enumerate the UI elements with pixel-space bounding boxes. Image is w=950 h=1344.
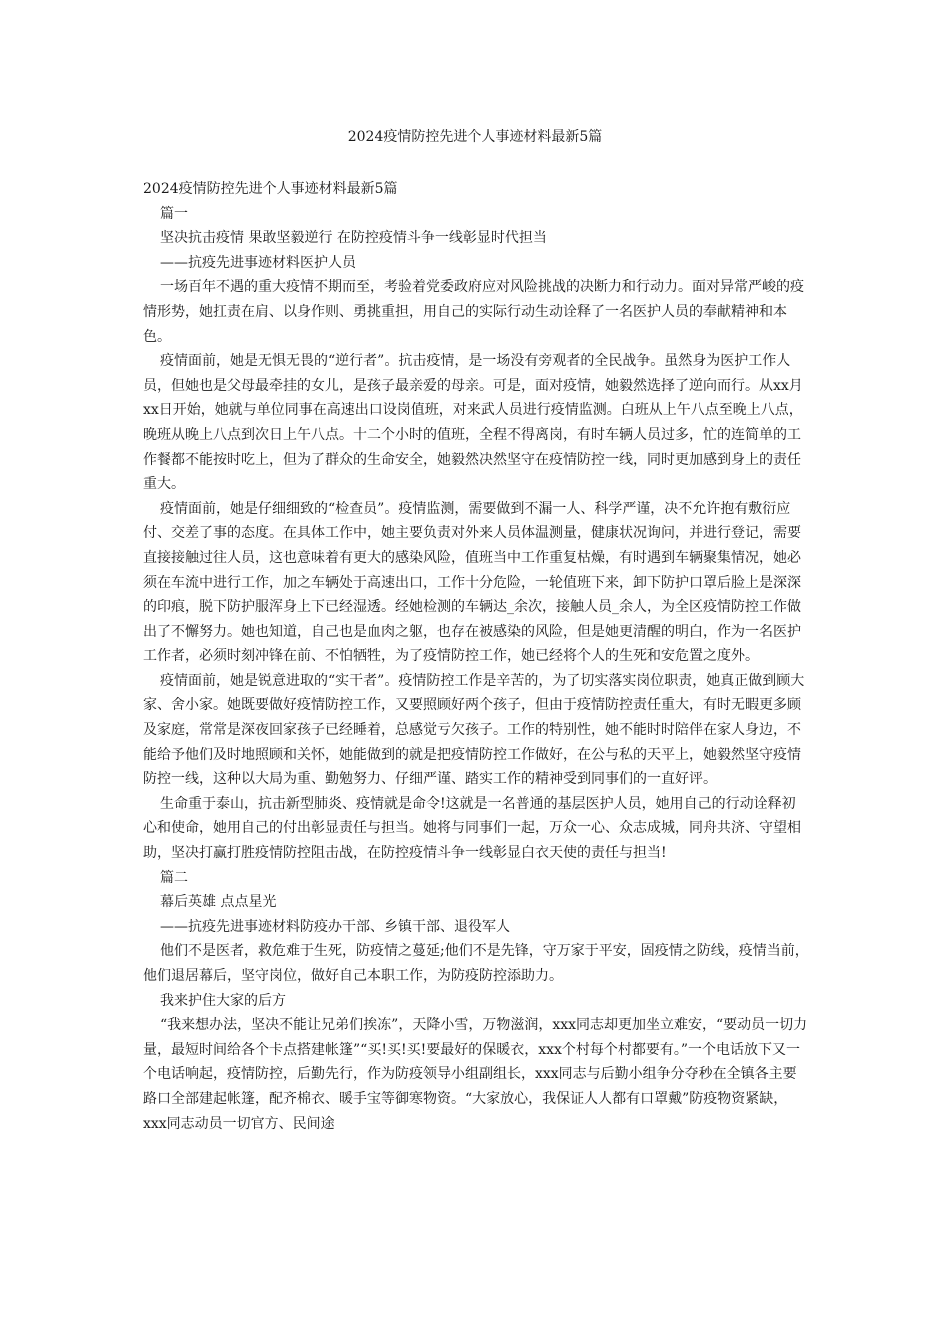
body-paragraph: 疫情面前，她是无惧无畏的“逆行者”。抗击疫情，是一场没有旁观者的全民战争。虽然身为医护工作人员，但她也是父母最牵挂的女儿，是孩子最亲爱的母亲。可是，面对疫情，她毅然选择了逆向而行。从xx月xx日开始，她就与单位同事在高速出口设岗值班，对来武人员进行疫情监测。白班从上午八点至晚上八点，晚班从晚上八点到次日上午八点。十二个小时的值班，全程不得离岗，有时车辆人员过多，忙的连简单的工作餐都不能按时吃上，但为了群众的生命安全，她毅然决然坚守在疫情防控一线，同时更加感到身上的责任重大。 xyxy=(143,353,803,493)
section-heading: 幕后英雄 点点星光 xyxy=(160,894,277,911)
section-label: 篇一 xyxy=(160,205,188,222)
body-paragraph: 疫情面前，她是仔细细致的“检查员”。疫情监测，需要做到不漏一人、科学严谨，决不允许抱有敷衍应付、交差了事的态度。在具体工作中，她主要负责对外来人员体温测量，健康状况询问，并进行登记，需要直接接触过往人员，这也意味着有更大的感染风险，值班当中工作重复枯燥，有时遇到车辆聚集情况，她必须在车流中进行工作，加之车辆处于高速出口，工作十分危险，一轮值班下来，卸下防护口罩后脸上是深深的印痕，脱下防护服浑身上下已经湿透。经她检测的车辆达_余次，接触人员_余人，为全区疫情防控工作做出了不懈努力。她也知道，自己也是血肉之躯，也存在被感染的风险，但是她更清醒的明白，作为一名医护工作者，必须时刻冲锋在前、不怕牺牲，为了疫情防控工作，她已经将个人的生死和安危置之度外。 xyxy=(143,500,801,665)
body-paragraph: 他们不是医者，救危难于生死，防疫情之蔓延;他们不是先锋，守万家于平安，固疫情之防线，疫情当前，他们退居幕后，坚守岗位，做好自己本职工作，为防疫防控添助力。 xyxy=(143,943,809,984)
section-heading: 坚决抗击疫情 果敢坚毅逆行 在防控疫情斗争一线彰显时代担当 xyxy=(160,230,547,247)
document-body xyxy=(143,177,809,1136)
body-subheading: 我来护住大家的后方 xyxy=(160,992,286,1009)
body-paragraph: 生命重于泰山，抗击新型肺炎、疫情就是命令!这就是一名普通的基层医护人员，她用自己的行动诠释初心和使命，她用自己的付出彰显责任与担当。她将与同事们一起，万众一心、众志成城，同舟共济、守望相助，坚决打赢打胜疫情防控阻击战，在防控疫情斗争一线彰显白衣天使的责任与担当! xyxy=(143,795,801,862)
body-paragraph: 一场百年不遇的重大疫情不期而至，考验着党委政府应对风险挑战的决断力和行动力。面对异常严峻的疫情形势，她扛责在肩、以身作则、勇挑重担，用自己的实际行动生动诠释了一名医护人员的奉献精神和本色。 xyxy=(143,279,804,345)
document-title: 2024疫情防控先进个人事迹材料最新5篇 xyxy=(143,181,398,197)
section-subheading: ——抗疫先进事迹材料防疫办干部、乡镇干部、退役军人 xyxy=(160,918,510,935)
page-header-title: 2024疫情防控先进个人事迹材料最新5篇 xyxy=(347,129,603,145)
section-label: 篇二 xyxy=(160,869,188,886)
section-subheading: ——抗疫先进事迹材料医护人员 xyxy=(160,254,356,271)
body-paragraph: “我来想办法，坚决不能让兄弟们挨冻”，天降小雪，万物滋润，xxx同志却更加坐立难安，“要动员一切力量，最短时间给各个卡点搭建帐篷”“买!买!买!要最好的保暖衣，xxx个村每个村都要有。”一个电话放下又一个电话响起，疫情防控，后勤先行，作为防疫领导小组副组长，xxx同志与后勤小组争分夺秒在全镇各主要路口全部建起帐篷，配齐棉衣、暖手宝等御寒物资。“大家放心，我保证人人都有口罩戴”防疫物资紧缺，xxx同志动员一切官方、民间途 xyxy=(143,1017,808,1132)
body-paragraph: 疫情面前，她是锐意进取的“实干者”。疫情防控工作是辛苦的，为了切实落实岗位职责，她真正做到顾大家、舍小家。她既要做好疫情防控工作，又要照顾好两个孩子，但由于疫情防控责任重大，有时无暇更多顾及家庭，常常是深夜回家孩子已经睡着，总感觉亏欠孩子。工作的特别性，她不能时时陪伴在家人身边，不能给予他们及时地照顾和关怀，她能做到的就是把疫情防控工作做好，在公与私的天平上，她毅然坚守疫情防控一线，这种以大局为重、勤勉努力、仔细严谨、踏实工作的精神受到同事们的一直好评。 xyxy=(143,672,805,788)
